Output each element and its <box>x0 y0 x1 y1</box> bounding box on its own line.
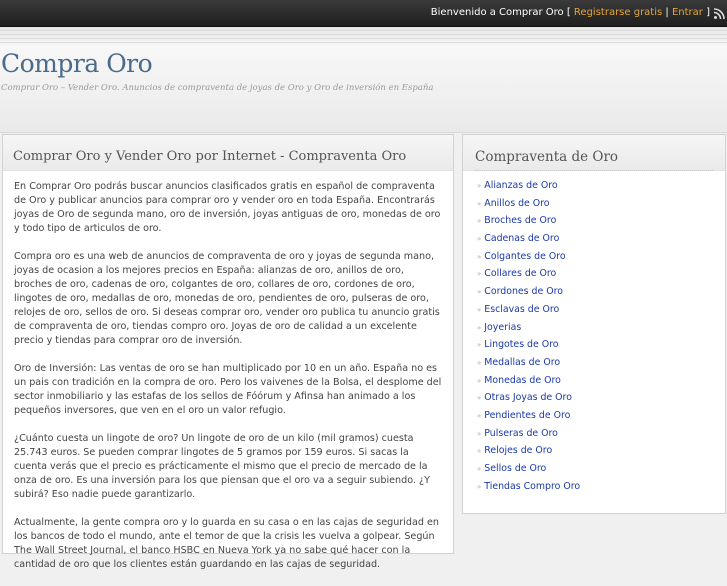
category-label: Otras Joyas de Oro <box>484 392 572 404</box>
category-label: Colgantes de Oro <box>484 250 566 262</box>
category-link-pendientes[interactable] <box>477 410 580 428</box>
bullet-icon: » <box>477 217 482 226</box>
category-link-esclavas[interactable] <box>477 304 580 322</box>
bullet-icon: » <box>477 305 482 314</box>
bullet-icon: » <box>477 376 482 385</box>
category-link-collares[interactable] <box>477 268 580 286</box>
bullet-icon: » <box>477 411 482 420</box>
article-paragraph: En Comprar Oro podrás buscar anuncios clasificados gratis en español de compraventa de Oro y publicar anuncios para comprar oro y vender oro en toda España. Encontrarás joyas de Oro de segunda mano, oro de inversión, joyas antiguas de oro, monedas de oro y todo tipo de articulos de oro. <box>14 181 441 234</box>
category-label: Anillos de Oro <box>484 197 550 209</box>
article-body <box>14 180 444 586</box>
bullet-icon: » <box>477 252 482 261</box>
bullet-icon: » <box>477 235 482 244</box>
category-link-pulseras[interactable] <box>477 428 580 446</box>
rss-icon[interactable] <box>714 8 725 19</box>
bullet-icon: » <box>477 358 482 367</box>
article-paragraph: Compra oro es una web de anuncios de compraventa de oro y joyas de segunda mano, joyas de ocasion a los mejores precios en España: alianzas de oro, anillos de oro, broches de oro, cadenas de oro, colgantes de oro, collares de oro, cordones de oro, lingotes de oro, medallas de oro, monedas de oro, pendientes de oro, pulseras de oro, relojes de oro, sellos de oro. Si deseas comprar oro, vender oro publica tu anuncio gratis de compraventa de oro, tiendas compro oro. Joyas de oro de calidad a un excelente precio y tiendas para comprar oro de inversión. <box>14 251 440 346</box>
category-link-anillos[interactable] <box>477 198 580 216</box>
bullet-icon: » <box>477 288 482 297</box>
category-label: Broches de Oro <box>484 215 557 227</box>
category-label: Esclavas de Oro <box>484 303 560 315</box>
category-label: Pulseras de Oro <box>484 427 558 439</box>
bullet-icon: » <box>477 429 482 438</box>
bullet-icon: » <box>477 482 482 491</box>
article-paragraph: Oro de Inversión: Las ventas de oro se han multiplicado por 10 en un año. España no es un pais con tradición en la compra de oro. Pero los vaivenes de la Bolsa, el desplome del sector inmobiliario y las estafas de los sellos de Fóórum y Afinsa han animado a los pequeños inversores, que ven en el oro un valor refugio. <box>14 363 442 416</box>
category-label: Cadenas de Oro <box>484 233 560 245</box>
category-label: Lingotes de Oro <box>484 339 559 351</box>
main-content <box>2 134 454 570</box>
category-link-otras-joyas[interactable] <box>477 392 580 410</box>
category-link-monedas[interactable] <box>477 375 580 393</box>
category-link-cadenas[interactable] <box>477 233 580 251</box>
top-bar <box>0 0 727 27</box>
category-label: Collares de Oro <box>484 268 557 280</box>
category-label: Medallas de Oro <box>484 356 561 368</box>
article-paragraph: Actualmente, la gente compra oro y lo guarda en su casa o en las cajas de seguridad en los bancos de todo el mundo, ante el temor de que la crisis les vuelva a golpear. Según The Wall Street Journal, el banco HSBC en Nueva York ya no sabe qué hacer con la cantidad de oro que los clientes están guardando en las cajas de seguridad. <box>14 517 440 570</box>
category-link-alianzas[interactable] <box>477 180 580 198</box>
bullet-icon: » <box>477 270 482 279</box>
category-link-joyerias[interactable] <box>477 322 580 340</box>
page-title: Comprar Oro y Vender Oro por Internet - Compraventa Oro <box>13 149 407 164</box>
category-link-broches[interactable] <box>477 215 580 233</box>
register-link[interactable]: Registrarse gratis <box>573 7 663 18</box>
category-label: Cordones de Oro <box>484 286 563 298</box>
login-link[interactable]: Entrar <box>671 7 703 18</box>
category-label: Monedas de Oro <box>484 374 561 386</box>
category-label: Tiendas Compro Oro <box>484 480 581 492</box>
category-label: Pendientes de Oro <box>484 409 571 421</box>
category-link-colgantes[interactable] <box>477 251 580 269</box>
bullet-icon: » <box>477 341 482 350</box>
category-link-cordones[interactable] <box>477 286 580 304</box>
welcome-text: Bienvenido a Comprar Oro [ <box>430 7 571 18</box>
bullet-icon: » <box>477 447 482 456</box>
category-label: Relojes de Oro <box>484 445 553 457</box>
category-link-medallas[interactable] <box>477 357 580 375</box>
category-label: Sellos de Oro <box>484 463 547 474</box>
close-bracket: ] <box>706 7 710 18</box>
site-title[interactable]: Compra Oro <box>1 49 153 78</box>
site-description: Comprar Oro – Vender Oro. Anuncios de compraventa de joyas de Oro y Oro de inversión en España <box>1 83 434 93</box>
category-link-tiendas[interactable] <box>477 481 580 499</box>
category-list <box>477 180 580 498</box>
article-paragraph: ¿Cuánto cuesta un lingote de oro? Un lingote de oro de un kilo (mil gramos) cuesta 25.743 euros. Se pueden comprar lingotes de 5 gramos por 159 euros. Si sacas la cuenta verás que el precio es prácticamente el mismo que el precio de mercado de la onza de oro. Es una inversión para los que piensan que el oro va a seguir subiendo. ¿Y subirá? Eso nadie puede garantizarlo. <box>14 433 430 500</box>
bullet-icon: » <box>477 199 482 208</box>
site-header <box>0 27 727 133</box>
bullet-icon: » <box>477 465 482 473</box>
category-link-sellos[interactable] <box>477 463 580 481</box>
bullet-icon: » <box>477 394 482 403</box>
bullet-icon: » <box>477 323 482 332</box>
sidebar-title: Compraventa de Oro <box>475 149 619 165</box>
category-label: Joyerias <box>484 321 522 333</box>
category-link-lingotes[interactable] <box>477 339 580 357</box>
category-label: Alianzas de Oro <box>484 180 558 191</box>
category-link-relojes[interactable] <box>477 445 580 463</box>
sidebar-divider <box>475 170 713 171</box>
separator: | <box>665 7 669 18</box>
sidebar <box>462 134 726 514</box>
welcome-message <box>431 7 710 18</box>
bullet-icon: » <box>477 182 482 190</box>
